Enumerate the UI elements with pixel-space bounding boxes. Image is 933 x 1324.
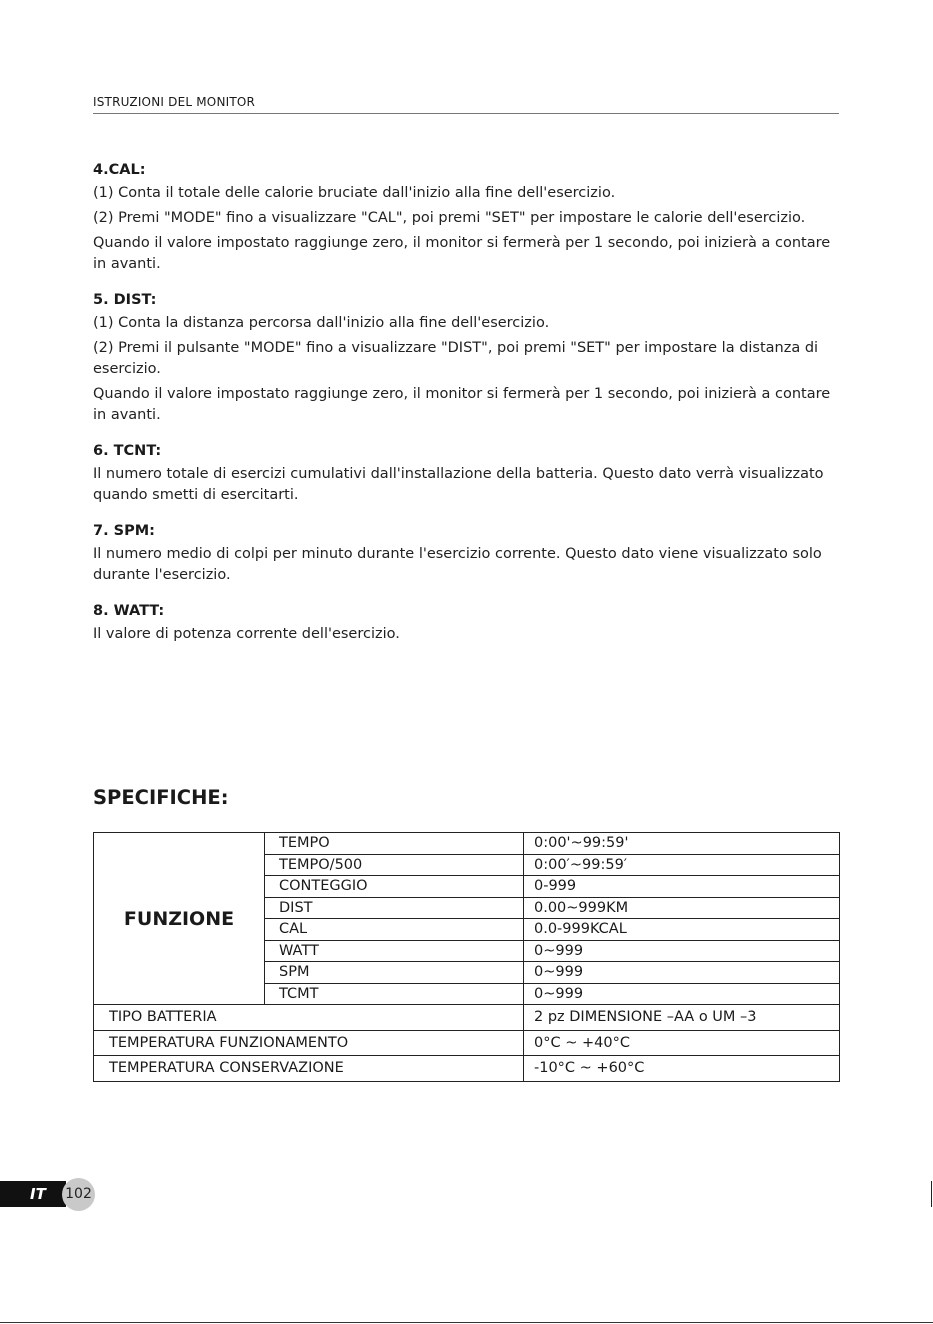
spec-value: 0°C ~ +40°C — [524, 1030, 840, 1056]
spec-name: TEMPO — [265, 833, 524, 855]
section-spm — [93, 521, 843, 586]
section-title: 6. TCNT: — [93, 443, 162, 459]
specs-title: SPECIFICHE: — [93, 786, 229, 809]
spec-value: 0-999 — [524, 876, 840, 898]
table-row — [94, 1056, 840, 1082]
spec-name: TIPO BATTERIA — [94, 1005, 524, 1031]
spec-name: WATT — [265, 940, 524, 962]
spec-name: CONTEGGIO — [265, 876, 524, 898]
paragraph: Il numero totale di esercizi cumulativi dall'installazione della batteria. Questo dato verrà visualizzato quando smetti di esercitarti. — [93, 466, 824, 503]
paragraph: (1) Conta la distanza percorsa dall'inizio alla fine dell'esercizio. — [93, 315, 550, 331]
section-tcnt — [93, 441, 843, 506]
page-number: 102 — [62, 1178, 95, 1211]
spec-name: SPM — [265, 962, 524, 984]
bottom-divider — [0, 1322, 933, 1323]
section-title: 7. SPM: — [93, 523, 155, 539]
function-group-label: FUNZIONE — [94, 833, 265, 1005]
spec-value: 0~999 — [524, 962, 840, 984]
instructions-content — [93, 160, 843, 660]
spec-value: 0:00′~99:59′ — [524, 854, 840, 876]
language-tab: IT — [0, 1181, 66, 1207]
section-title: 8. WATT: — [93, 603, 165, 619]
section-cal — [93, 160, 843, 275]
spec-value: 0~999 — [524, 940, 840, 962]
section-title: 4.CAL: — [93, 162, 146, 178]
spec-value: 0~999 — [524, 983, 840, 1005]
section-title: 5. DIST: — [93, 292, 157, 308]
spec-value: 2 pz DIMENSIONE –AA o UM –3 — [524, 1005, 840, 1031]
spec-name: TEMPERATURA FUNZIONAMENTO — [94, 1030, 524, 1056]
paragraph: Quando il valore impostato raggiunge zero, il monitor si fermerà per 1 secondo, poi inizierà a contare in avanti. — [93, 386, 831, 423]
spec-name: TEMPO/500 — [265, 854, 524, 876]
section-dist — [93, 290, 843, 426]
spec-value: -10°C ~ +60°C — [524, 1056, 840, 1082]
paragraph: (1) Conta il totale delle calorie bruciate dall'inizio alla fine dell'esercizio. — [93, 185, 616, 201]
table-row — [94, 833, 840, 855]
specs-table — [93, 832, 840, 1082]
page-header: ISTRUZIONI DEL MONITOR — [93, 95, 839, 114]
spec-value: 0.00~999KM — [524, 897, 840, 919]
spec-name: TEMPERATURA CONSERVAZIONE — [94, 1056, 524, 1082]
paragraph: Quando il valore impostato raggiunge zero, il monitor si fermerà per 1 secondo, poi inizierà a contare in avanti. — [93, 235, 831, 272]
paragraph: (2) Premi "MODE" fino a visualizzare "CAL", poi premi "SET" per impostare le calorie dell'esercizio. — [93, 210, 806, 226]
table-row — [94, 1030, 840, 1056]
edge-mark — [931, 1181, 932, 1207]
spec-name: CAL — [265, 919, 524, 941]
section-watt — [93, 601, 843, 645]
paragraph: Il numero medio di colpi per minuto durante l'esercizio corrente. Questo dato viene visualizzato solo durante l'esercizio. — [93, 546, 822, 583]
spec-name: DIST — [265, 897, 524, 919]
spec-name: TCMT — [265, 983, 524, 1005]
paragraph: (2) Premi il pulsante "MODE" fino a visualizzare "DIST", poi premi "SET" per impostare la distanza di esercizio. — [93, 340, 819, 377]
spec-value: 0.0-999KCAL — [524, 919, 840, 941]
paragraph: Il valore di potenza corrente dell'esercizio. — [93, 626, 400, 642]
table-row — [94, 1005, 840, 1031]
spec-value: 0:00'~99:59' — [524, 833, 840, 855]
